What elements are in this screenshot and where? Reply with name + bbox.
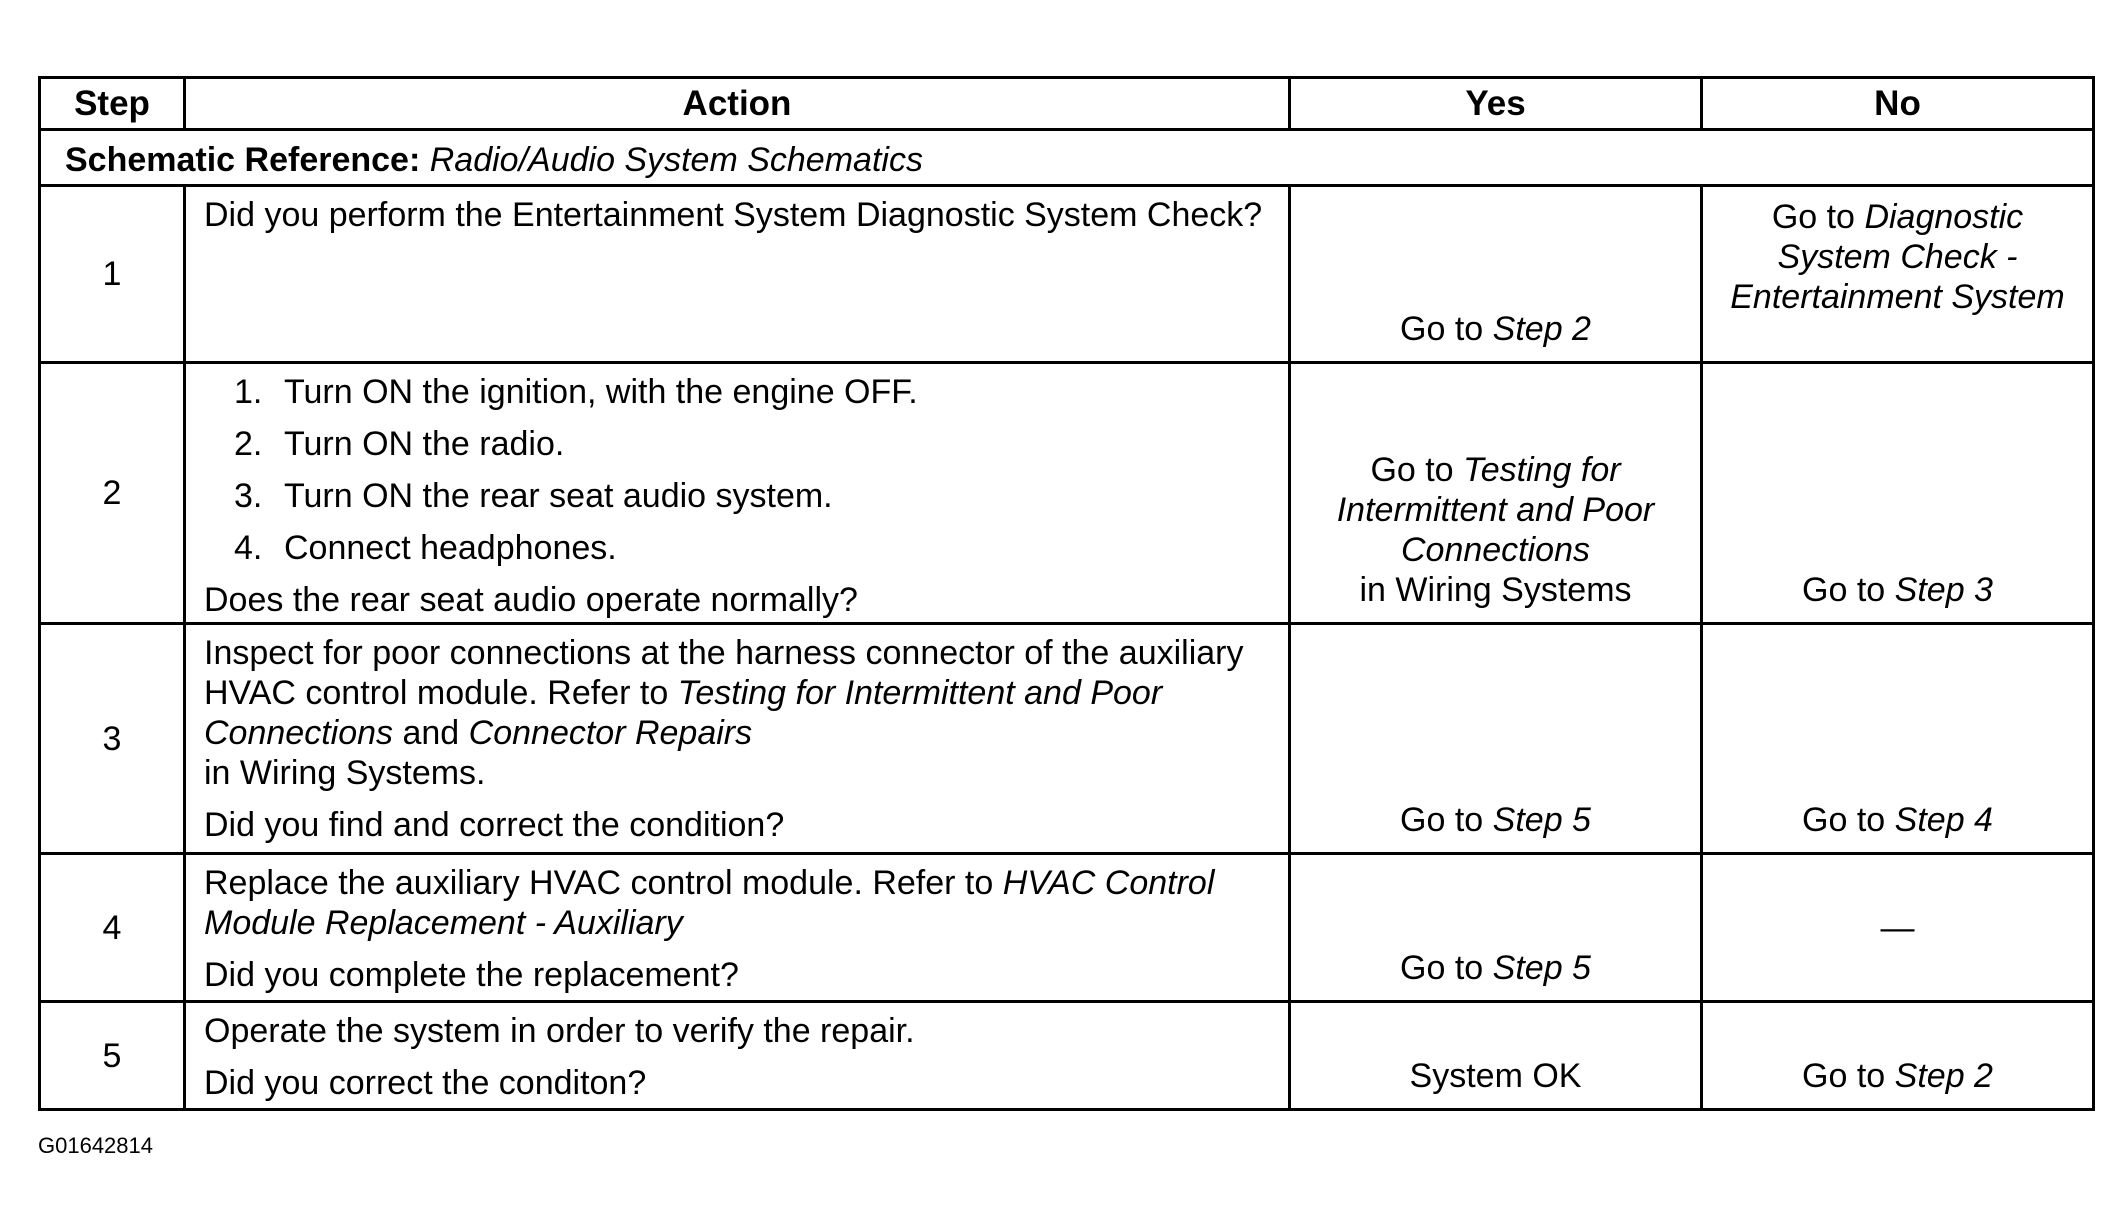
yes-prefix: Go to xyxy=(1400,949,1484,987)
figure-id: G01642814 xyxy=(38,1133,153,1158)
step-number: 4 xyxy=(40,854,185,1002)
yes-cell xyxy=(1290,363,1702,624)
yes-link[interactable]: Step 5 xyxy=(1492,801,1591,839)
substep-item xyxy=(234,476,1272,516)
schematic-reference-row xyxy=(40,130,2094,186)
substep-number: 4. xyxy=(234,529,263,567)
substep-item xyxy=(234,372,1272,412)
action-cell xyxy=(185,1002,1290,1110)
action-text-part: in Wiring Systems. xyxy=(204,754,486,792)
step-number: 3 xyxy=(40,624,185,854)
substep-text: Turn ON the radio. xyxy=(284,425,565,463)
substep-text: Turn ON the ignition, with the engine OFF. xyxy=(284,373,918,411)
step-number: 1 xyxy=(40,186,185,363)
action-cell xyxy=(185,186,1290,363)
question-text: Does the rear seat audio operate normally? xyxy=(204,581,858,619)
header-no: No xyxy=(1702,78,2094,130)
header-yes: Yes xyxy=(1290,78,1702,130)
no-link[interactable]: Step 4 xyxy=(1894,801,1993,839)
header-action: Action xyxy=(185,78,1290,130)
no-prefix: Go to xyxy=(1802,1057,1886,1095)
header-row xyxy=(40,78,2094,130)
question-text: Did you find and correct the condition? xyxy=(204,806,785,844)
table-row xyxy=(40,624,2094,854)
yes-link[interactable]: Step 5 xyxy=(1492,949,1591,987)
action-link[interactable]: Connector Repairs xyxy=(468,714,753,752)
action-cell xyxy=(185,854,1290,1002)
action-text xyxy=(204,863,1272,943)
substep-item xyxy=(234,424,1272,464)
step-number: 5 xyxy=(40,1002,185,1110)
yes-prefix: Go to xyxy=(1400,801,1484,839)
step-number: 2 xyxy=(40,363,185,624)
yes-cell xyxy=(1290,624,1702,854)
yes-prefix: Go to xyxy=(1400,310,1484,348)
yes-link[interactable]: Testing for Intermittent and Poor Connections xyxy=(1336,451,1655,569)
diagnostic-table xyxy=(38,76,2095,1111)
yes-cell xyxy=(1290,186,1702,363)
substep-number: 1. xyxy=(234,373,263,411)
no-link[interactable]: Step 3 xyxy=(1894,571,1993,609)
yes-cell: System OK xyxy=(1290,1002,1702,1110)
yes-suffix: in Wiring Systems xyxy=(1359,571,1632,609)
question-text: Did you complete the replacement? xyxy=(204,956,739,994)
no-cell xyxy=(1702,624,2094,854)
yes-link[interactable]: Step 2 xyxy=(1492,310,1591,348)
no-cell xyxy=(1702,363,2094,624)
substep-text: Turn ON the rear seat audio system. xyxy=(284,477,833,515)
no-cell xyxy=(1702,1002,2094,1110)
action-text: Operate the system in order to verify the repair. xyxy=(204,1012,915,1050)
no-cell xyxy=(1702,186,2094,363)
no-link[interactable]: Diagnostic System Check - Entertainment System xyxy=(1730,198,2065,316)
question-text: Did you correct the conditon? xyxy=(204,1064,647,1102)
yes-prefix: Go to xyxy=(1370,451,1454,489)
action-text xyxy=(204,633,1272,793)
no-prefix: Go to xyxy=(1771,198,1855,236)
header-step: Step xyxy=(40,78,185,130)
action-cell xyxy=(185,624,1290,854)
table-row xyxy=(40,363,2094,624)
table-row xyxy=(40,854,2094,1002)
action-link[interactable]: HVAC Control Module Replacement - Auxiliary xyxy=(204,864,1215,942)
substep-text: Connect headphones. xyxy=(284,529,617,567)
action-cell xyxy=(185,363,1290,624)
substep-number: 2. xyxy=(234,425,263,463)
table-row xyxy=(40,1002,2094,1110)
substep-list xyxy=(204,372,1272,568)
action-text: Did you perform the Entertainment System Diagnostic System Check? xyxy=(204,196,1263,234)
yes-cell xyxy=(1290,854,1702,1002)
no-cell: — xyxy=(1702,854,2094,1002)
no-link[interactable]: Step 2 xyxy=(1894,1057,1993,1095)
schematic-reference-label: Schematic Reference: xyxy=(65,140,421,179)
substep-number: 3. xyxy=(234,477,263,515)
no-prefix: Go to xyxy=(1802,571,1886,609)
table-row xyxy=(40,186,2094,363)
action-text-part: and xyxy=(402,714,460,752)
action-text-part: Inspect for poor connections at the harness connector of the auxiliary HVAC control module. Refer to xyxy=(204,634,1244,712)
action-text-part: Replace the auxiliary HVAC control module. Refer to xyxy=(204,864,994,902)
substep-item xyxy=(234,528,1272,568)
no-prefix: Go to xyxy=(1802,801,1886,839)
action-link[interactable]: Testing for Intermittent and Poor Connections xyxy=(204,674,1163,752)
schematic-reference-cell xyxy=(40,130,2094,186)
schematic-reference-link[interactable]: Radio/Audio System Schematics xyxy=(429,140,923,179)
